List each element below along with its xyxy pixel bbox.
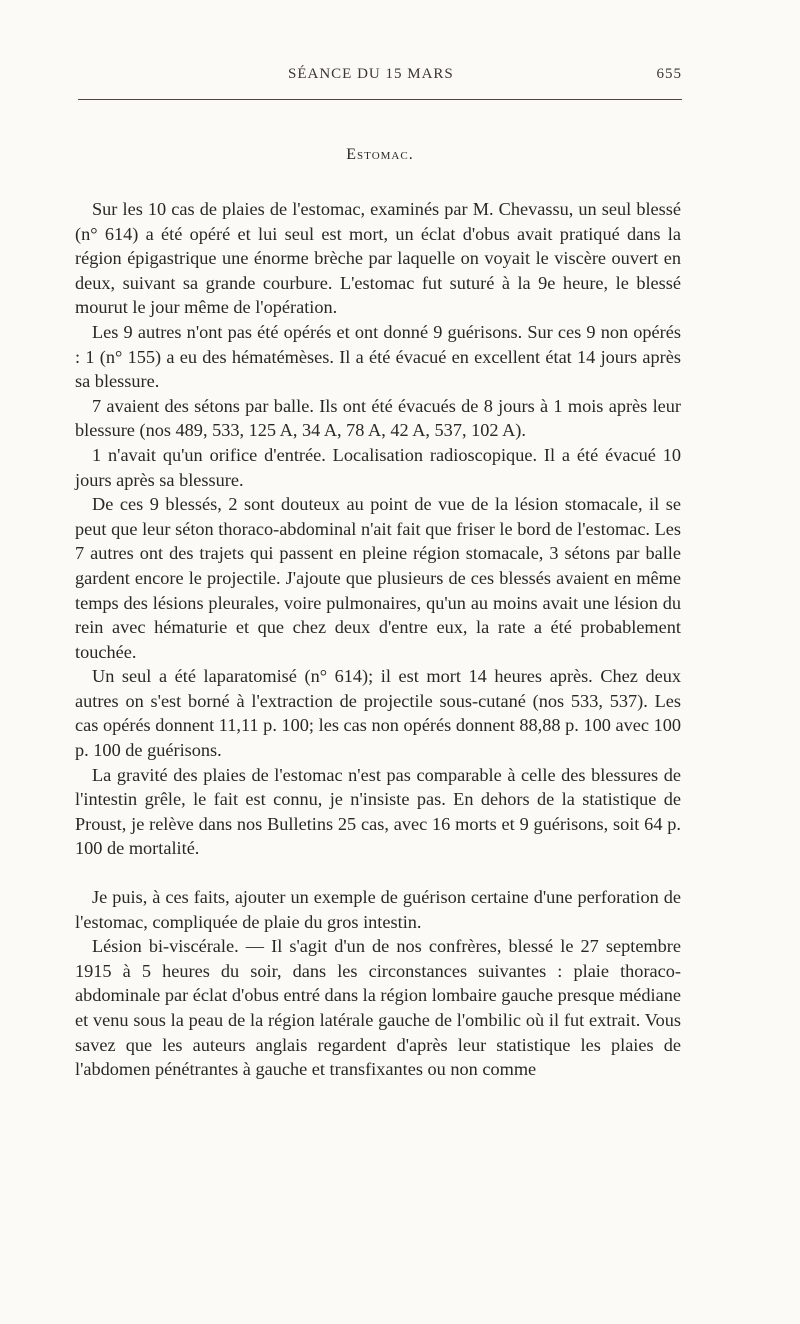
paragraph: Lésion bi-viscérale. — Il s'agit d'un de nos confrères, blessé le 27 septembre 1915 à 5 heures du soir, dans les circonstances suivantes : plaie thoraco-abdominale par éclat d'obus entré dans la région lombaire gauche presque médiane et venu sous la peau de la région latérale gauche de l'ombilic où il fut extrait. Vous savez que les auteurs anglais regardent d'après leur statistique les plaies de l'abdomen pénétrantes à gauche et transfixantes ou non comme xyxy=(75,936,681,1080)
paragraph: Un seul a été laparatomisé (n° 614); il est mort 14 heures après. Chez deux autres on s'est borné à l'extraction de projectile sous-cutané (nos 533, 537). Les cas opérés donnent 11,11 p. 100; les cas non opérés donnent 88,88 p. 100 avec 100 p. 100 de guérisons. xyxy=(75,666,681,761)
paragraph: De ces 9 blessés, 2 sont douteux au point de vue de la lésion stomacale, il se peut que leur séton thoraco-abdominal n'ait fait que friser le bord de l'estomac. Les 7 autres ont des trajets qui passent en pleine région stomacale, 3 sétons par balle gardent encore le projectile. J'ajoute que plusieurs de ces blessés avaient en même temps des lésions pleurales, voire pulmonaires, qu'un au moins avait une lésion du rein avec hématurie et que chez deux d'entre eux, la rate a été probablement touchée. xyxy=(75,494,681,662)
header-rule xyxy=(78,99,682,100)
running-title: SÉANCE DU 15 MARS xyxy=(288,66,454,82)
paragraph: 7 avaient des sétons par balle. Ils ont été évacués de 8 jours à 1 mois après leur blessure (nos 489, 533, 125 A, 34 A, 78 A, 42 A, 537, 102 A). xyxy=(75,395,681,441)
body-text xyxy=(75,197,681,1082)
section-title: Estomac. xyxy=(346,146,414,163)
paragraph: 1 n'avait qu'un orifice d'entrée. Localisation radioscopique. Il a été évacué 10 jours après sa blessure. xyxy=(75,444,681,490)
running-header xyxy=(78,62,682,88)
paragraph: Sur les 10 cas de plaies de l'estomac, examinés par M. Chevassu, un seul blessé (n° 614) a été opéré et lui seul est mort, un éclat d'obus avait pratiqué dans la région épigastrique une énorme brèche par laquelle on voyait le viscère ouvert en deux, suivant sa grande courbure. L'estomac fut suturé à la 9e heure, le blessé mourut le jour même de l'opération. xyxy=(75,199,681,318)
paragraph: Les 9 autres n'ont pas été opérés et ont donné 9 guérisons. Sur ces 9 non opérés : 1 (n° 155) a eu des hématémèses. Il a été évacué en excellent état 14 jours après sa blessure. xyxy=(75,321,681,392)
paragraph: La gravité des plaies de l'estomac n'est pas comparable à celle des blessures de l'intestin grêle, le fait est connu, je n'insiste pas. En dehors de la statistique de Proust, je relève dans nos Bulletins 25 cas, avec 16 morts et 9 guérisons, soit 64 p. 100 de mortalité. xyxy=(75,764,681,859)
page-number: 655 xyxy=(656,66,682,82)
paragraph: Je puis, à ces faits, ajouter un exemple de guérison certaine d'une perforation de l'estomac, compliquée de plaie du gros intestin. xyxy=(75,887,681,932)
